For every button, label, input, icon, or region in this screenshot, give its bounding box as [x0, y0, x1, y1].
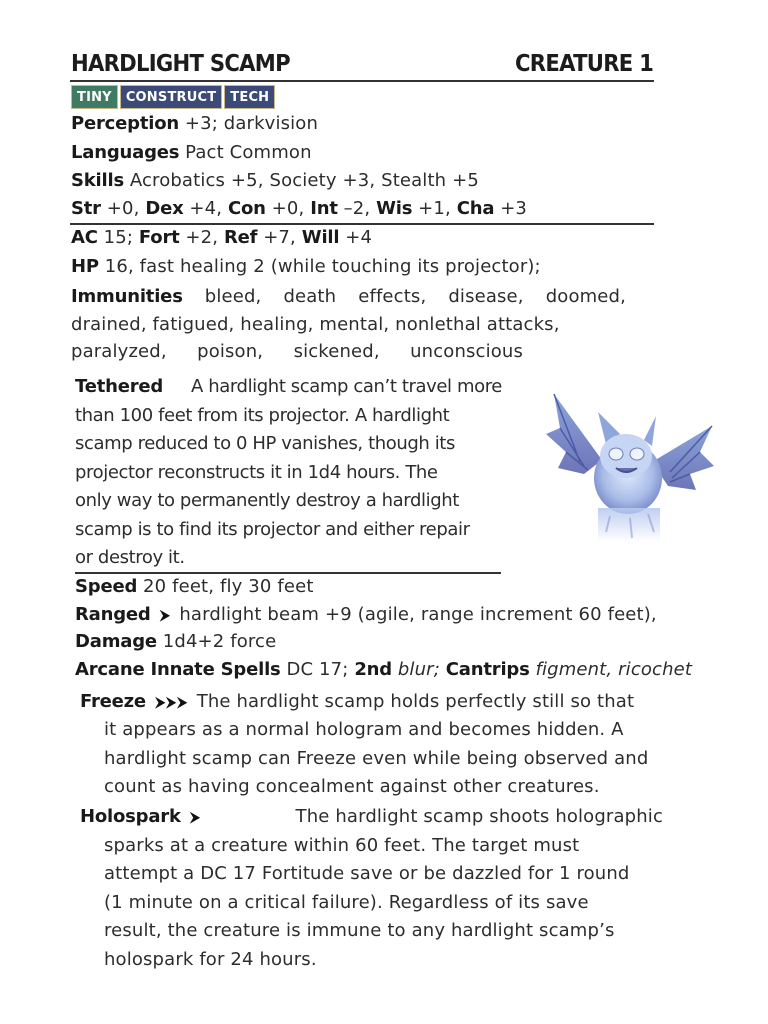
holospark-line-1 [80, 806, 663, 827]
trait-tiny: TINY [71, 85, 118, 109]
perception-label: Perception [71, 113, 179, 134]
immunities-line-2: drained, fatigued, healing, mental, nonlethal attacks, [71, 314, 560, 335]
cantrips-list: figment, ricochet [535, 659, 693, 680]
ability-scores-line [71, 198, 527, 219]
trait-tech: TECH [224, 85, 275, 109]
tethered-text: A hardlight scamp can’t travel more [191, 376, 502, 397]
wis-value: +1, [418, 198, 451, 219]
holospark-line: (1 minute on a critical failure). Regardless of its save [104, 892, 589, 913]
will-label: Will [301, 227, 340, 248]
damage-label: Damage [75, 631, 157, 652]
languages-line [71, 142, 312, 163]
tethered-line: scamp reduced to 0 HP vanishes, though its [75, 433, 455, 454]
str-value: +0, [106, 198, 140, 219]
spell-rank-label: 2nd [354, 659, 392, 680]
cha-label: Cha [456, 198, 495, 219]
ac-value: 15; [103, 227, 134, 248]
fort-value: +2, [185, 227, 219, 248]
holospark-text: The hardlight scamp shoots holographic [295, 806, 663, 827]
holospark-line: sparks at a creature within 60 feet. The target must [104, 835, 580, 856]
spells-dc: DC 17; [286, 659, 349, 680]
tethered-block [75, 376, 502, 576]
tethered-line [75, 376, 502, 405]
hp-line [71, 256, 541, 277]
dex-value: +4, [189, 198, 223, 219]
holospark-label: Holospark [80, 806, 181, 827]
spells-line [75, 659, 692, 680]
trait-list [71, 85, 275, 109]
will-value: +4 [345, 227, 373, 248]
skills-value: Acrobatics +5, Society +3, Stealth +5 [129, 170, 479, 191]
tethered-line: scamp is to find its projector and either repair [75, 518, 470, 540]
freeze-line: it appears as a normal hologram and becomes hidden. A [104, 719, 624, 740]
cantrips-label: Cantrips [445, 659, 530, 680]
immunity-word: death [283, 286, 337, 307]
spells-label: Arcane Innate Spells [75, 659, 281, 680]
ref-label: Ref [224, 227, 258, 248]
con-label: Con [227, 198, 266, 219]
freeze-line: count as having concealment against other creatures. [104, 776, 600, 797]
dex-label: Dex [145, 198, 184, 219]
stats-rule [70, 223, 654, 225]
immunity-word: sickened, [293, 341, 380, 362]
immunity-word: paralyzed, [71, 341, 167, 362]
immunity-word: poison, [197, 341, 264, 362]
freeze-text: The hardlight scamp holds perfectly still so that [196, 691, 635, 712]
wis-label: Wis [376, 198, 413, 219]
single-action-icon: ⮞ [159, 606, 171, 624]
languages-label: Languages [71, 142, 180, 163]
tethered-line: than 100 feet from its projector. A hardlight [75, 404, 450, 426]
three-action-icon: ⮞⮞⮞ [154, 693, 188, 711]
immunity-word: unconscious [410, 341, 523, 362]
tethered-rule [75, 572, 501, 574]
holospark-line: result, the creature is immune to any hardlight scamp’s [104, 920, 615, 941]
immunities-line-1 [71, 286, 626, 307]
damage-value: 1d4+2 force [162, 631, 277, 652]
immunity-word: disease, [448, 286, 524, 307]
damage-line [75, 631, 276, 652]
freeze-line: hardlight scamp can Freeze even while being observed and [104, 748, 649, 769]
int-label: Int [310, 198, 338, 219]
con-value: +0, [271, 198, 305, 219]
tethered-line: projector reconstructs it in 1d4 hours. The [75, 461, 438, 483]
single-action-icon: ⮞ [189, 808, 201, 826]
hardlight-scamp-illustration [540, 382, 720, 557]
bat-creature-icon [540, 382, 720, 557]
tethered-line: only way to permanently destroy a hardlight [75, 490, 459, 511]
freeze-line-1 [80, 691, 634, 712]
creature-name: HARDLIGHT SCAMP [71, 51, 290, 77]
holospark-line: holospark for 24 hours. [104, 949, 317, 970]
holospark-line: attempt a DC 17 Fortitude save or be dazzled for 1 round [104, 863, 630, 884]
skills-label: Skills [71, 170, 124, 191]
creature-level: CREATURE 1 [514, 51, 653, 77]
immunities-line-3 [71, 341, 523, 362]
speed-line [75, 576, 314, 597]
hp-label: HP [71, 256, 99, 277]
spell-rank-list: blur; [397, 659, 440, 680]
int-value: –2, [343, 198, 371, 219]
defense-line [71, 227, 372, 248]
cha-value: +3 [500, 198, 528, 219]
perception-value: +3; darkvision [184, 113, 319, 134]
skills-line [71, 170, 479, 191]
str-label: Str [71, 198, 101, 219]
hp-value: 16, fast healing 2 (while touching its projector); [104, 256, 541, 277]
trait-construct: CONSTRUCT [120, 85, 222, 109]
ref-value: +7, [263, 227, 296, 248]
header-rule [70, 80, 654, 82]
immunity-word: doomed, [545, 286, 626, 307]
ranged-label: Ranged [75, 604, 151, 625]
tethered-line: or destroy it. [75, 547, 185, 568]
tethered-label: Tethered [75, 376, 164, 397]
ac-label: AC [71, 227, 98, 248]
speed-value: 20 feet, fly 30 feet [143, 576, 314, 597]
immunities-label: Immunities [71, 286, 183, 307]
immunity-word: effects, [358, 286, 427, 307]
fort-label: Fort [138, 227, 180, 248]
freeze-label: Freeze [80, 691, 146, 712]
perception-line [71, 113, 318, 134]
immunity-word: bleed, [204, 286, 262, 307]
languages-value: Pact Common [185, 142, 312, 163]
ranged-line [75, 604, 657, 625]
ranged-value: hardlight beam +9 (agile, range increment 60 feet), [179, 604, 657, 625]
speed-label: Speed [75, 576, 138, 597]
